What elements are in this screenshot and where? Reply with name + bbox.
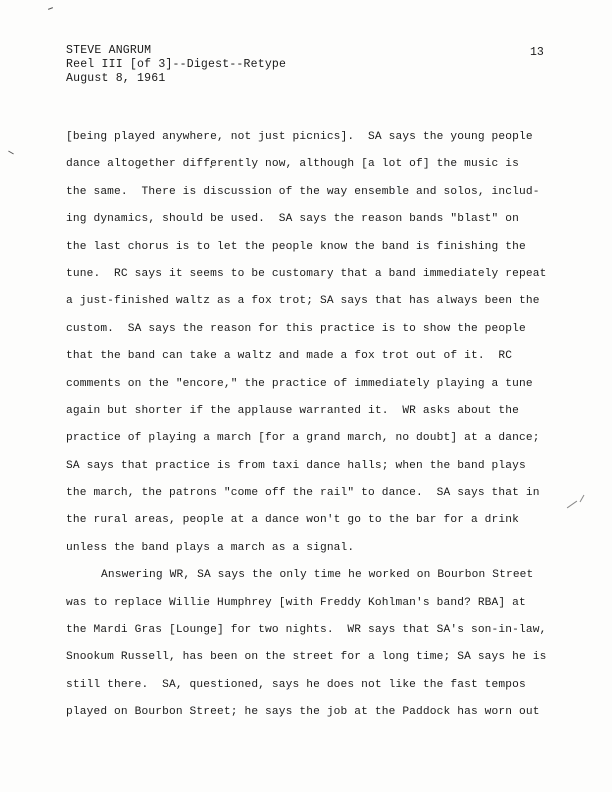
- text-line: SA says that practice is from taxi dance halls; when the band plays: [66, 459, 526, 472]
- text-line: custom. SA says the reason for this practice is to show the people: [66, 322, 526, 335]
- text-line: practice of playing a march [for a grand march, no doubt] at a dance;: [66, 432, 540, 445]
- text-line: Snookum Russell, has been on the street for a long time; SA says he is: [66, 651, 547, 664]
- pencil-mark: [580, 495, 585, 502]
- text-line: a just-finished waltz as a fox trot; SA says that has always been the: [66, 295, 540, 308]
- text-line: again but shorter if the applause warranted it. WR asks about the: [66, 404, 519, 417]
- interview-date: August 8, 1961: [66, 72, 166, 85]
- paragraph-2: [66, 562, 576, 726]
- text-line: ing dynamics, should be used. SA says the reason bands "blast" on: [66, 213, 519, 226]
- text-line: still there. SA, questioned, says he does not like the fast tempos: [66, 678, 526, 691]
- stray-mark: [48, 7, 53, 10]
- interviewee-name: STEVE ANGRUM: [66, 44, 152, 57]
- text-line: [being played anywhere, not just picnics]. SA says the young people: [66, 131, 533, 143]
- reel-info: Reel III [of 3]--Digest--Retype: [66, 58, 287, 71]
- text-line: unless the band plays a march as a signal.: [66, 541, 355, 554]
- text-line: played on Bourbon Street; he says the job at the Paddock has worn out: [66, 706, 540, 719]
- text-line: that the band can take a waltz and made a fox trot out of it. RC: [66, 350, 513, 363]
- text-line: tune. RC says it seems to be customary that a band immediately repeat: [66, 267, 547, 280]
- page-number: 13: [530, 46, 544, 59]
- stray-mark: [8, 151, 14, 155]
- text-line: the last chorus is to let the people know the band is finishing the: [66, 240, 526, 253]
- text-line: comments on the "encore," the practice of immediately playing a tune: [66, 377, 533, 390]
- text-line: the march, the patrons "come off the rail" to dance. SA says that in: [66, 487, 540, 500]
- document-header: [66, 44, 286, 86]
- transcript-body: [66, 124, 576, 727]
- text-line: the same. There is discussion of the way ensemble and solos, includ-: [66, 185, 540, 198]
- text-line: the Mardi Gras [Lounge] for two nights. WR says that SA's son-in-law,: [66, 624, 547, 637]
- text-line: the rural areas, people at a dance won't go to the bar for a drink: [66, 514, 519, 527]
- paragraph-1: [66, 124, 576, 562]
- text-line: Answering WR, SA says the only time he worked on Bourbon Street: [101, 569, 534, 582]
- text-line: was to replace Willie Humphrey [with Freddy Kohlman's band? RBA] at: [66, 596, 526, 609]
- text-line: dance altogether differently now, although [a lot of] the music is: [66, 158, 519, 171]
